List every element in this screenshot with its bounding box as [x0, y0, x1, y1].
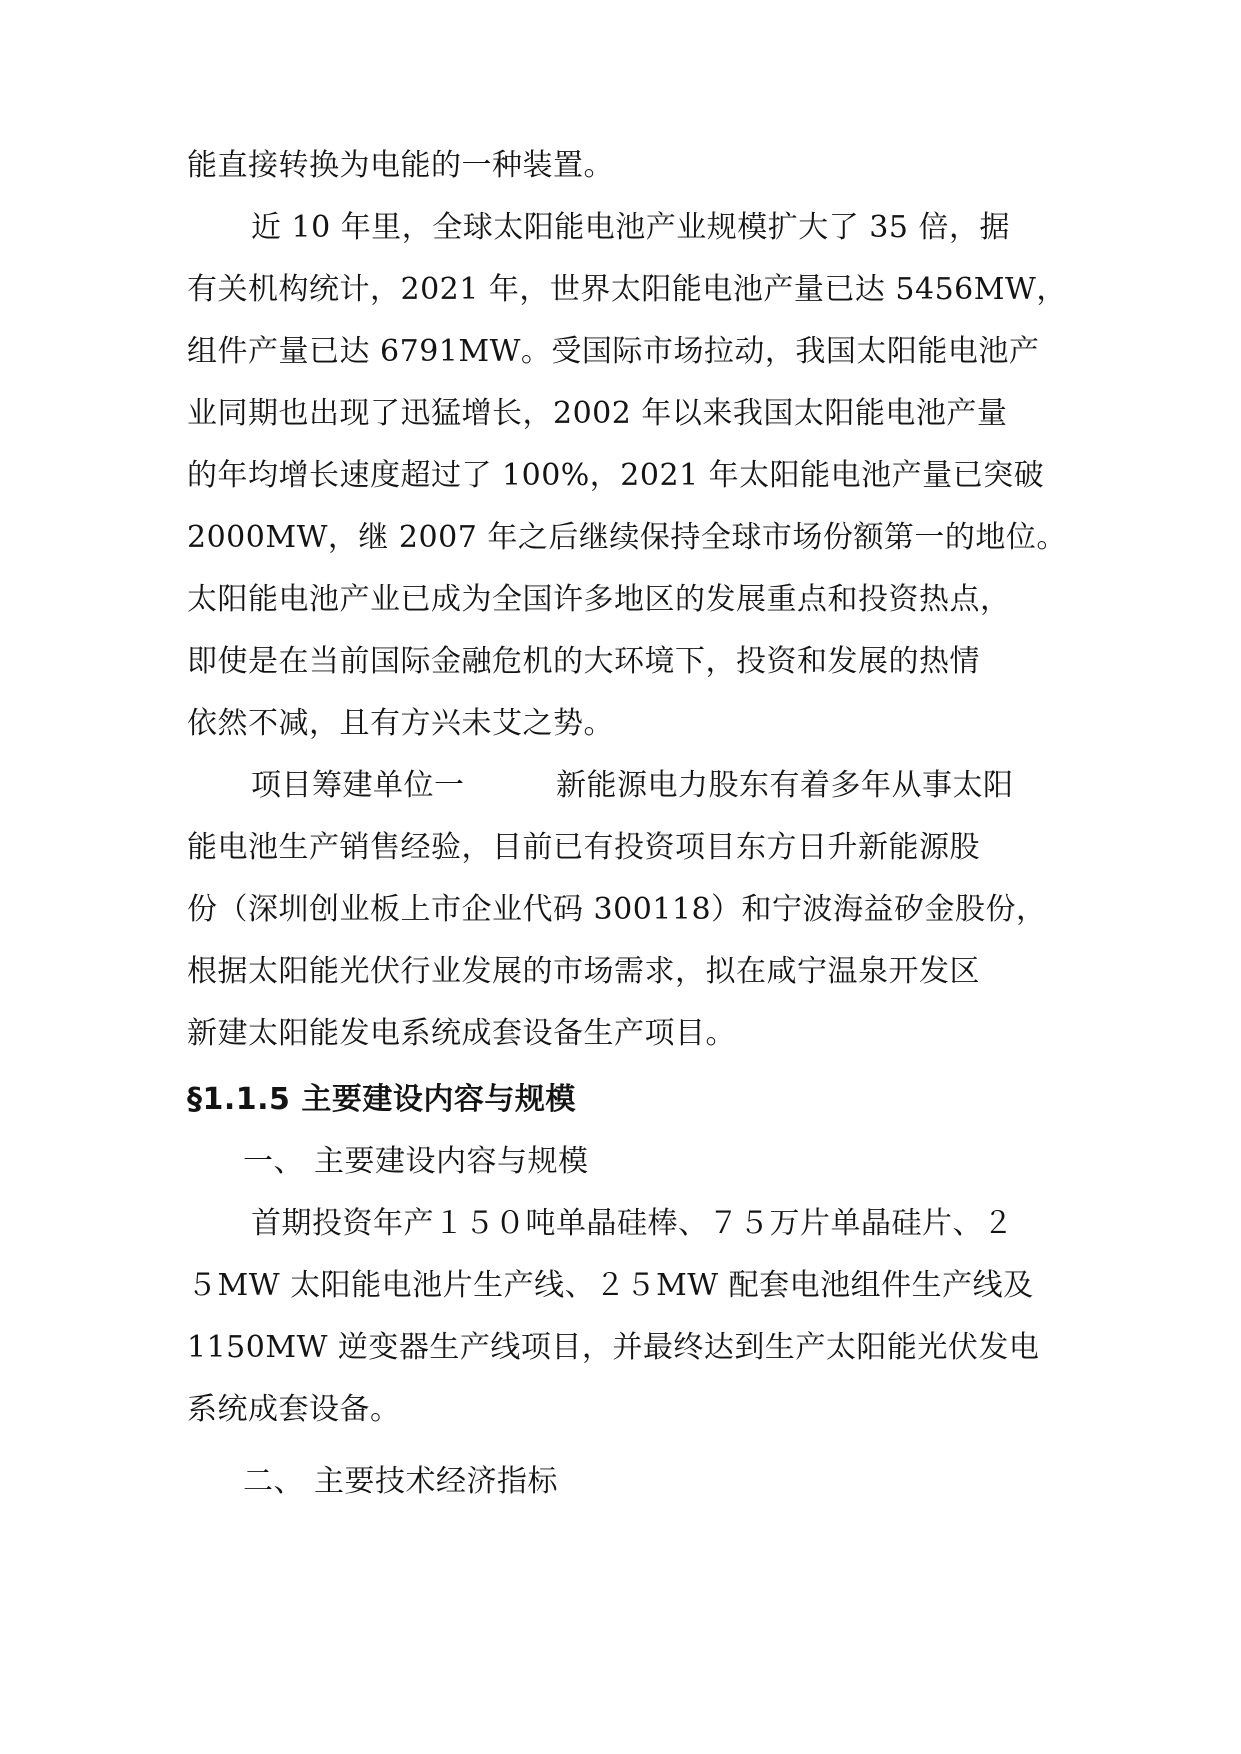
- text-line: ５MW 太阳能电池片生产线、２５MW 配套电池组件生产线及: [187, 1268, 1034, 1303]
- text-line: 能电池生产销售经验，目前已有投资项目东方日升新能源股: [187, 830, 980, 865]
- text-line: 1150MW 逆变器生产线项目，并最终达到生产太阳能光伏发电: [187, 1330, 1040, 1365]
- text-line: 根据太阳能光伏行业发展的市场需求，拟在咸宁温泉开发区: [187, 954, 980, 989]
- paragraph: [187, 1193, 1067, 1441]
- text-line: 项目筹建单位一 新能源电力股东有着多年从事太阳: [251, 768, 1014, 803]
- text-line: 依然不减，且有方兴未艾之势。: [187, 706, 614, 741]
- subheading: 二、 主要技术经济指标: [243, 1464, 559, 1499]
- text-line: 有关机构统计，2021 年，世界太阳能电池产量已达 5456MW，: [187, 272, 1067, 307]
- text-line: 2000MW，继 2007 年之后继续保持全球市场份额第一的地位。: [187, 520, 1067, 555]
- text-line: 能直接转换为电能的一种装置。: [187, 148, 614, 183]
- document-page: [187, 135, 1067, 1513]
- text-line: 近 10 年里，全球太阳能电池产业规模扩大了 35 倍，据: [251, 210, 1010, 245]
- text-line: 组件产量已达 6791MW。受国际市场拉动，我国太阳能电池产: [187, 334, 1040, 369]
- text-line: 即使是在当前国际金融危机的大环境下，投资和发展的热情: [187, 644, 980, 679]
- text-line: 太阳能电池产业已成为全国许多地区的发展重点和投资热点，: [187, 582, 1011, 617]
- paragraph: [187, 135, 1067, 197]
- text-line: 的年均增长速度超过了 100%，2021 年太阳能电池产量已突破: [187, 458, 1045, 493]
- text-line: 系统成套设备。: [187, 1392, 401, 1427]
- text-line: 份（深圳创业板上市企业代码 300118）和宁波海益矽金股份，: [187, 892, 1047, 927]
- text-line: 新建太阳能发电系统成套设备生产项目。: [187, 1016, 736, 1051]
- subheading: 一、 主要建设内容与规模: [243, 1144, 589, 1179]
- paragraph: [187, 197, 1067, 755]
- text-line: 首期投资年产１５０吨单晶硅棒、７５万片单晶硅片、２: [251, 1206, 1014, 1241]
- text-line: 业同期也出现了迅猛增长，2002 年以来我国太阳能电池产量: [187, 396, 1008, 431]
- section-heading: §1.1.5 主要建设内容与规模: [187, 1082, 576, 1117]
- paragraph: [187, 755, 1067, 1065]
